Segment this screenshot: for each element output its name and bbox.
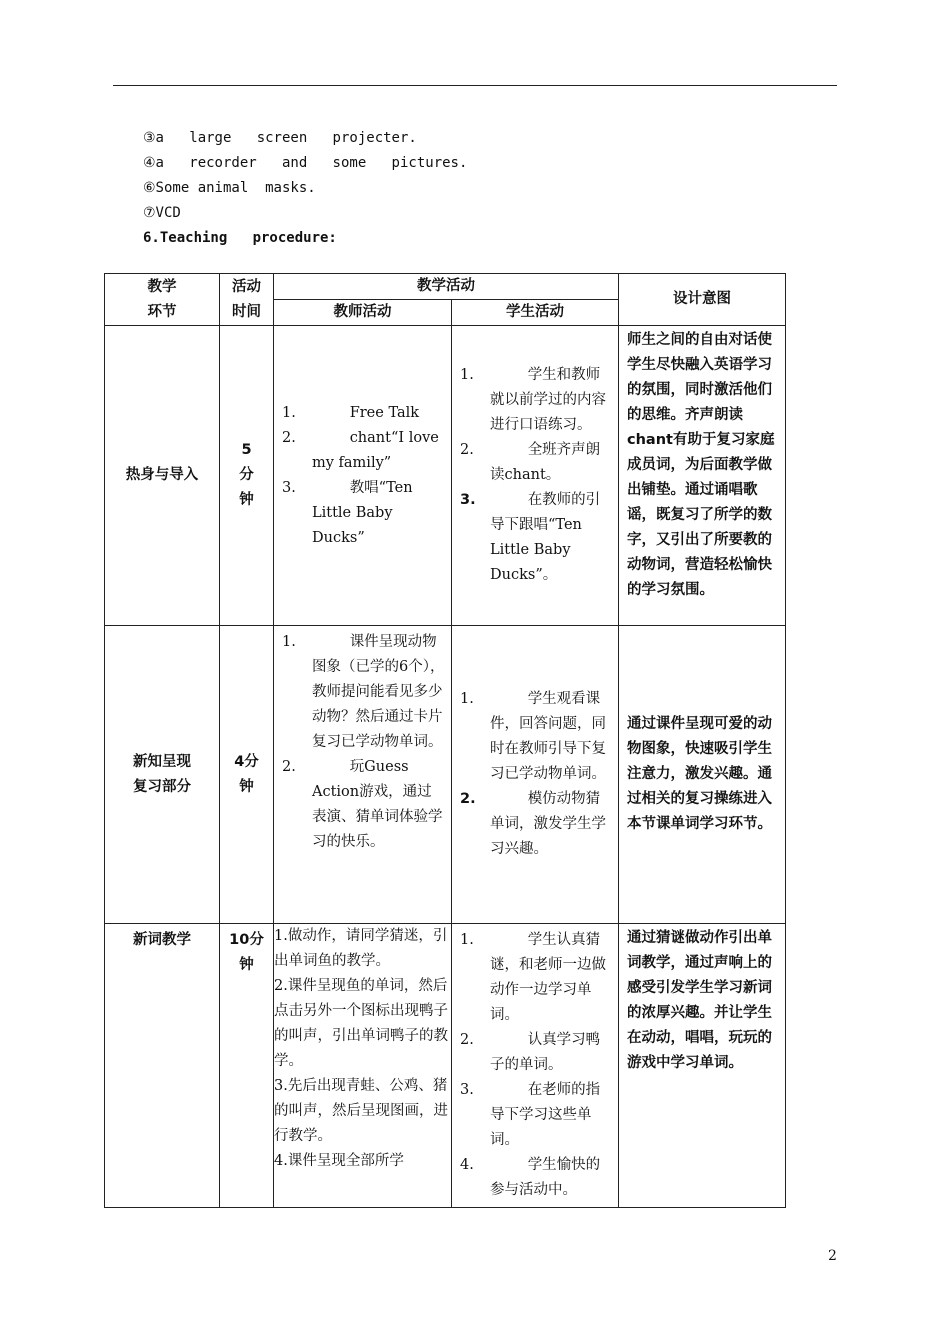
- list-item: 1. 课件呈现动物图象（已学的6个），教师提问能看见多少动物？然后通过卡片复习已学动物单词。: [282, 634, 445, 750]
- header-stage: 教学 环节: [105, 274, 220, 326]
- student-activity-cell: [452, 626, 619, 924]
- teacher-step: 2.课件呈现鱼的单词，然后点击另外一个图标出现鸭子的叫声，引出单词鸭子的教学。: [274, 978, 448, 1069]
- list-item: 1. 学生和教师就以前学过的内容进行口语练习。: [460, 367, 606, 433]
- teacher-step: 3.先后出现青蛙、公鸡、猪的叫声，然后呈现图画，进行教学。: [274, 1078, 448, 1144]
- header-time: 活动 时间: [220, 274, 274, 326]
- header-rule: [113, 85, 837, 86]
- time-cell: 5 分 钟: [220, 326, 274, 626]
- procedure-heading: 6.Teaching procedure:: [143, 230, 337, 246]
- stage-cell: 新知呈现 复习部分: [105, 626, 220, 924]
- teacher-activity-cell: [274, 626, 452, 924]
- list-item: 3. 在老师的指导下学习这些单词。: [460, 1082, 601, 1148]
- header-intent: 设计意图: [619, 274, 786, 326]
- material-line: ⑥Some animal masks.: [143, 180, 316, 196]
- time-cell: 10分 钟: [220, 924, 274, 1208]
- material-line: ③a large screen projecter.: [143, 130, 417, 146]
- design-intent-cell: 通过课件呈现可爱的动物图象，快速吸引学生注意力，激发兴趣。通过相关的复习操练进入本节课单词学习环节。: [619, 626, 786, 924]
- list-item: 1. Free Talk: [282, 404, 420, 421]
- stage-cell: 新词教学: [105, 924, 220, 1208]
- list-item: 3. 教唱“Ten Little Baby Ducks”: [282, 479, 413, 546]
- list-item: 1. 学生认真猜谜，和老师一边做动作一边学习单词。: [460, 932, 606, 1023]
- time-cell: 4分 钟: [220, 626, 274, 924]
- table-row: [105, 326, 786, 626]
- materials-list: [143, 126, 467, 251]
- teacher-step: 4.课件呈现全部所学: [274, 1153, 404, 1169]
- list-item: 3. 在教师的引导下跟唱“Ten Little Baby Ducks”。: [460, 492, 601, 583]
- list-item: 2. 玩Guess Action游戏，通过表演、猜单词体验学习的快乐。: [282, 759, 443, 850]
- list-item: 2. 认真学习鸭子的单词。: [460, 1032, 601, 1073]
- header-student: 学生活动: [452, 300, 619, 326]
- design-intent-cell: 通过猜谜做动作引出单词教学，通过声响上的感受引发学生学习新词的浓厚兴趣。并让学生在动动，唱唱，玩玩的游戏中学习单词。: [619, 924, 786, 1208]
- header-teacher: 教师活动: [274, 300, 452, 326]
- stage-cell: 热身与导入: [105, 326, 220, 626]
- student-activity-cell: [452, 326, 619, 626]
- list-item: 2. 全班齐声朗读chant。: [460, 442, 601, 483]
- list-item: 4. 学生愉快的参与活动中。: [460, 1157, 601, 1198]
- teaching-procedure-table: [104, 273, 786, 1208]
- teacher-activity-cell: [274, 326, 452, 626]
- list-item: 2. chant“I love my family”: [282, 429, 439, 471]
- list-item: 1. 学生观看课件，回答问题，同时在教师引导下复习已学动物单词。: [460, 691, 606, 782]
- teacher-step: 1.做动作，请同学猜迷，引出单词鱼的教学。: [274, 928, 448, 969]
- table-row: [105, 626, 786, 924]
- table-row: [105, 924, 786, 1208]
- material-line: ④a recorder and some pictures.: [143, 155, 468, 171]
- student-activity-cell: [452, 924, 619, 1208]
- header-activities: 教学活动: [274, 274, 619, 300]
- page-number: 2: [828, 1248, 837, 1264]
- teacher-activity-cell: [274, 924, 452, 1208]
- material-line: ⑦VCD: [143, 205, 181, 221]
- design-intent-cell: 师生之间的自由对话使学生尽快融入英语学习的氛围，同时激活他们的思维。齐声朗读chant有助于复习家庭成员词，为后面教学做出铺垫。通过诵唱歌谣，既复习了所学的数字，又引出了所要教的动物词，营造轻松愉快的学习氛围。: [619, 326, 786, 626]
- list-item: 2. 模仿动物猜单词，激发学生学习兴趣。: [460, 791, 606, 857]
